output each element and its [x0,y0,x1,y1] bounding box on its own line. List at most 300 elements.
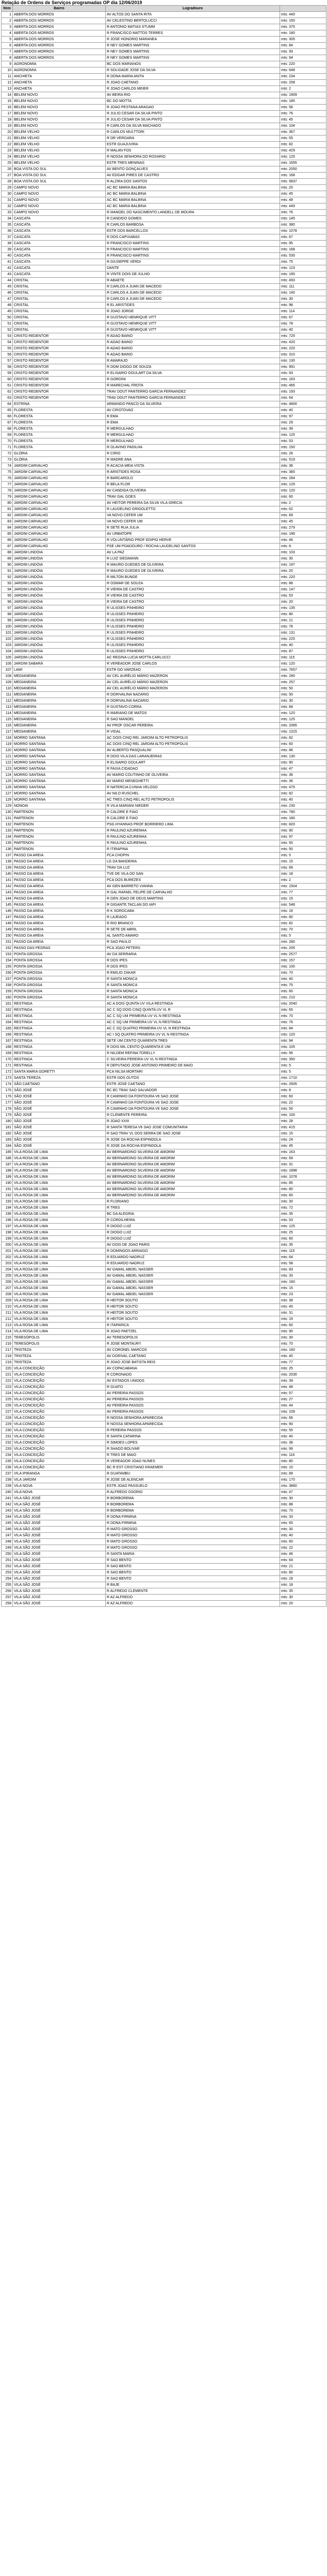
cell-item: 256 [2,1588,13,1595]
cell-item: 158 [2,982,13,989]
cell-logradouro: R ADAO BAINO [106,333,280,340]
cell-bairro: VILA CONCEIÇÃO [13,1409,106,1415]
cell-logradouro: AV EDGAR PIRES DE CASTRO [106,173,280,179]
cell-bairro: CASCATA [13,241,106,247]
cell-item: 237 [2,1471,13,1477]
cell-logradouro: R MALAN FOS [106,148,280,154]
cell-logradouro: R CARLOS A JUAN DE MACEDO [106,290,280,296]
table-row [2,704,326,710]
cell-bairro: VILA JARDIM [13,1477,106,1483]
cell-bairro: MEDIANEIRA [13,723,106,729]
cell-metros: mts: 50 [280,846,326,853]
cell-logradouro: R VILA MARIANI NIEDER [106,803,280,809]
cell-logradouro: R SAO BENTO [106,1570,280,1576]
cell-metros: mts: 36 [280,463,326,469]
cell-logradouro: AV GAMAL ABDEL NASSER [106,1273,280,1279]
cell-metros: mts: 2 [280,877,326,884]
cell-metros: mts: 46 [280,1551,326,1557]
cell-logradouro: AV BERNARDINO SILVEIRA DE AMORIM [106,1193,280,1199]
cell-item: 230 [2,1428,13,1434]
cell-item: 172 [2,1069,13,1075]
cell-item: 244 [2,1514,13,1520]
table-row [2,117,326,123]
cell-logradouro: R VOLUNTÁRIO PROF EDIPIO HERVE [106,537,280,544]
cell-metros: mts: 95 [280,241,326,247]
cell-bairro: VILA SÃO JOSÉ [13,1514,106,1520]
cell-metros: mts: 35 [280,1242,326,1248]
table-row [2,778,326,785]
cell-metros: mts: 234 [280,74,326,80]
cell-metros: mts: 84 [280,704,326,710]
cell-logradouro: R SANTA MONICA [106,989,280,995]
cell-item: 119 [2,741,13,748]
cell-bairro: JARDIM CARVALHO [13,463,106,469]
cell-item: 204 [2,1267,13,1273]
table-row [2,395,326,401]
cell-metros: mts: 40 [280,1304,326,1310]
cell-logradouro: R VIEIRA DE CASTRO [106,587,280,593]
table-row [2,574,326,581]
table-row [2,74,326,80]
cell-item: 142 [2,884,13,890]
cell-metros: mts: 82 [280,921,326,927]
cell-bairro: PONTA GROSSA [13,982,106,989]
cell-item: 20 [2,129,13,135]
table-row [2,1391,326,1397]
cell-bairro: PONTA GROSSA [13,964,106,970]
cell-logradouro: R NEY GOMES MARTINS [106,43,280,49]
cell-metros: mts: 53 [280,593,326,599]
table-row [2,315,326,321]
cell-item: 242 [2,1502,13,1508]
cell-logradouro: R EMILIO ZAKAR [106,970,280,976]
cell-bairro: VILA ROSA DE LIMA [13,1248,106,1255]
table-row [2,1335,326,1341]
table-row [2,1601,326,1607]
cell-logradouro: AV DORIVAL CAETANO [106,1353,280,1360]
cell-metros: mts: 2065 [280,723,326,729]
table-row [2,513,326,519]
cell-item: 92 [2,574,13,581]
cell-bairro: FLORESTA [13,426,106,432]
cell-item: 221 [2,1372,13,1378]
cell-metros: mts: 40 [280,642,326,649]
cell-logradouro: AC DOIS CINQ REL JARDIM ALTO PETROPOLIS [106,735,280,741]
table-row [2,1576,326,1582]
table-row [2,476,326,482]
cell-metros: mts: 45 [280,1143,326,1149]
table-row [2,1180,326,1187]
cell-metros: mts: 2 [280,500,326,506]
table-row [2,1038,326,1044]
cell-logradouro: BC DO MOTTA [106,98,280,105]
cell-bairro: AGRONOMIA [13,67,106,74]
cell-item: 88 [2,550,13,556]
table-row [2,377,326,383]
cell-bairro: CRISTO REDENTOR [13,389,106,395]
cell-item: 170 [2,1057,13,1063]
table-row [2,1236,326,1242]
cell-metros: mts: 94 [280,55,326,61]
cell-logradouro: R CALDRE E FIAO [106,816,280,822]
cell-metros: mts: 111 [280,284,326,290]
cell-logradouro: R MANOEL DO NASCIMENTO LANDELL DE MOURA [106,210,280,216]
table-row [2,1421,326,1428]
cell-metros: mts: 1655 [280,160,326,166]
cell-logradouro: R ULISSES PINHEIRO [106,612,280,618]
cell-bairro: JARDIM CARVALHO [13,544,106,550]
cell-bairro: JARDIM LINDÓIA [13,630,106,636]
cell-bairro: TRISTEZA [13,1360,106,1366]
cell-metros: mts: 33 [280,1514,326,1520]
cell-logradouro: R MADRE ANA [106,457,280,463]
cell-logradouro: R MAURO GUEDES DE OLIVEIRA [106,568,280,574]
cell-bairro: PONTA GROSSA [13,970,106,976]
cell-item: 30 [2,191,13,197]
cell-metros: mts: 64 [280,395,326,401]
cell-metros: mts: 180 [280,30,326,37]
cell-item: 154 [2,958,13,964]
table-row [2,1267,326,1273]
table-row [2,927,326,933]
table-row [2,1595,326,1601]
cell-logradouro: R ULISSES PINHEIRO [106,605,280,612]
cell-item: 254 [2,1576,13,1582]
cell-logradouro: TRAV GAL GOES [106,494,280,500]
table-row [2,166,326,173]
cell-metros: mts: 420 [280,340,326,346]
cell-logradouro: R MATO GROSSO [106,1527,280,1533]
table-row [2,129,326,135]
cell-item: 108 [2,673,13,680]
cell-item: 36 [2,228,13,234]
cell-bairro: CRISTAL [13,302,106,309]
cell-item: 80 [2,500,13,506]
table-row [2,1353,326,1360]
table-row [2,1415,326,1421]
cell-item: 69 [2,432,13,438]
cell-metros: mts: 350 [280,1057,326,1063]
cell-metros: mts: 60 [280,1193,326,1199]
cell-bairro: RESTINGA [13,1050,106,1057]
cell-logradouro: R PEREIRA PASSOS [106,1428,280,1434]
cell-metros: mts: 1078 [280,1174,326,1180]
table-row [2,1397,326,1403]
table-row [2,105,326,111]
cell-bairro: PARTENON [13,809,106,816]
cell-metros: mts: 70 [280,1013,326,1020]
cell-metros: mts: 15 [280,1285,326,1292]
cell-item: 24 [2,154,13,160]
cell-item: 48 [2,302,13,309]
cell-bairro: VILA CONCEIÇÃO [13,1372,106,1378]
table-row [2,210,326,216]
cell-metros: mts: 26 [280,451,326,457]
cell-metros: mts: 290 [280,673,326,680]
cell-bairro: CAMPO NOVO [13,197,106,204]
cell-bairro: BELEM VELHO [13,160,106,166]
table-row [2,760,326,766]
cell-metros: mts: 449 [280,204,326,210]
cell-logradouro: R JOAO PESTANA ARAGAO [106,105,280,111]
cell-bairro: SÃO JOSÉ [13,1143,106,1149]
cell-metros: mts: 725 [280,333,326,340]
cell-bairro: ABERTA DOS MORROS [13,30,106,37]
cell-bairro: MEDIANEIRA [13,692,106,698]
cell-logradouro: R CAMINHO DA FONTOURA V6 SAO JOSE [106,1100,280,1106]
table-row [2,30,326,37]
cell-metros: mts: 39 [280,426,326,432]
cell-item: 130 [2,809,13,816]
cell-logradouro: R ARISTIDES ROSA [106,469,280,476]
cell-metros: mts: 168 [280,247,326,253]
cell-logradouro: R RIO BRANCO [106,921,280,927]
cell-metros: mts: 415 [280,1125,326,1131]
cell-logradouro: R SANTA MONICA [106,995,280,1001]
cell-logradouro: R HEITOR SOUTO [106,1298,280,1304]
table-row [2,649,326,655]
cell-bairro: FLORESTA [13,414,106,420]
table-row [2,383,326,389]
cell-logradouro: R CAMINHO DA FONTOURA V6 SAO JOSE [106,1094,280,1100]
cell-bairro: PASSO DA AREIA [13,927,106,933]
cell-metros: mts: 1909 [280,92,326,98]
cell-bairro: SÃO JOSÉ [13,1088,106,1094]
cell-bairro: FLORESTA [13,408,106,414]
cell-bairro: JARDIM CARVALHO [13,494,106,500]
cell-metros: mts: 168 [280,173,326,179]
table-row [2,1100,326,1106]
cell-item: 40 [2,253,13,259]
cell-metros: mts: 20 [280,1601,326,1607]
cell-logradouro: R CARLOS DA SILVA MACHADO [106,123,280,129]
table-row [2,735,326,741]
table-row [2,599,326,605]
cell-metros: mts: 114 [280,309,326,315]
table-row [2,1384,326,1391]
cell-item: 218 [2,1353,13,1360]
cell-metros: mts: 279 [280,525,326,531]
table-row [2,945,326,952]
cell-item: 66 [2,414,13,420]
cell-bairro: MORRO SANTANA [13,766,106,772]
table-row [2,1088,326,1094]
table-row [2,408,326,414]
table-row [2,587,326,593]
cell-metros: mts: 21 [280,618,326,624]
cell-bairro: VILA NOVA [13,1489,106,1496]
cell-metros: mts: 180 [280,816,326,822]
cell-logradouro: AV CORONEL MARCOS [106,1347,280,1353]
cell-metros: mts: 440 [280,12,326,18]
cell-item: 112 [2,698,13,704]
table-row [2,581,326,587]
cell-bairro: MEDIANEIRA [13,680,106,686]
cell-item: 137 [2,853,13,859]
cell-logradouro: R JOSE DA ROCHA ESPINDOLA [106,1137,280,1143]
cell-metros: mts: 53 [280,1217,326,1224]
cell-item: 188 [2,1168,13,1174]
table-row [2,1007,326,1013]
table-row [2,1360,326,1366]
cell-logradouro: R NATERCIA CUNHA VELOSO [106,785,280,791]
cell-logradouro: R CARLOS A JUAN DE MACEDO [106,296,280,302]
cell-metros: mts: 100 [280,964,326,970]
cell-bairro: JARDIM LINDÓIA [13,550,106,556]
cell-item: 73 [2,457,13,463]
cell-logradouro: R VIDAL [106,729,280,735]
cell-bairro: VILA ROSA DE LIMA [13,1267,106,1273]
cell-logradouro: R ALZIRA DOS SANTOS [106,179,280,185]
cell-metros: mts: 5 [280,1069,326,1075]
cell-item: 146 [2,908,13,914]
cell-item: 253 [2,1570,13,1576]
cell-bairro: BOA VISTA DO SUL [13,166,106,173]
table-row [2,698,326,704]
service-orders-table [1,5,326,1607]
cell-bairro: VILA CONCEIÇÃO [13,1415,106,1421]
cell-logradouro: R JOAO CARLOS MEIER [106,86,280,92]
cell-item: 116 [2,723,13,729]
cell-metros: mts: 35 [280,1211,326,1217]
cell-logradouro: AV CEL AURÉLIO MÁRIO MAZERON [106,673,280,680]
table-row [2,1372,326,1378]
cell-bairro: RESTINGA [13,1057,106,1063]
cell-logradouro: R DR VERGARA [106,135,280,142]
cell-bairro: CRISTO REDENTOR [13,333,106,340]
cell-logradouro: R GORDINI [106,377,280,383]
cell-logradouro: PCA DOS BUREZES [106,877,280,884]
table-row [2,1230,326,1236]
cell-item: 14 [2,92,13,98]
cell-item: 145 [2,902,13,908]
cell-bairro: JARDIM CARVALHO [13,482,106,488]
cell-metros: mts: 62 [280,506,326,513]
cell-metros: mts: 193 [280,389,326,395]
cell-bairro: RESTINGA [13,1063,106,1069]
table-row [2,605,326,612]
cell-bairro: TRISTEZA [13,1347,106,1353]
cell-item: 190 [2,1180,13,1187]
table-header-row [2,6,326,12]
cell-bairro: JARDIM LINDÓIA [13,574,106,581]
cell-bairro: CASCATA [13,259,106,265]
cell-metros: mts: 45 [280,191,326,197]
cell-logradouro: R DONA FIRMINA [106,1520,280,1527]
table-row [2,982,326,989]
cell-metros: mts: 77 [280,1360,326,1366]
cell-item: 72 [2,451,13,457]
cell-metros: mts: 76 [280,111,326,117]
cell-metros: mts: 280 [280,939,326,945]
cell-metros: mts: 77 [280,890,326,896]
cell-metros: mts: 147 [280,587,326,593]
cell-metros: mts: 60 [280,1323,326,1329]
cell-metros: mts: 93 [280,370,326,377]
cell-bairro: CRISTO REDENTOR [13,395,106,401]
cell-item: 59 [2,370,13,377]
table-row [2,655,326,661]
cell-metros: mts: 65 [280,1007,326,1013]
cell-item: 58 [2,364,13,370]
cell-logradouro: BC DA ALEGRIA [106,1211,280,1217]
cell-bairro: CAMPO NOVO [13,210,106,216]
cell-bairro: PONTA GROSSA [13,952,106,958]
cell-item: 61 [2,383,13,389]
cell-bairro: BELEM NOVO [13,117,106,123]
table-row [2,61,326,67]
cell-item: 46 [2,290,13,296]
cell-bairro: SÃO JOSÉ [13,1094,106,1100]
cell-bairro: PARTENON [13,846,106,853]
cell-logradouro: R SETE DE ABRIL [106,927,280,933]
cell-item: 87 [2,544,13,550]
cell-metros: mts: 90 [280,1421,326,1428]
cell-logradouro: ESTR DO VARZEAO [106,667,280,673]
cell-item: 134 [2,834,13,840]
cell-bairro: RESTINGA [13,1044,106,1050]
cell-item: 185 [2,1149,13,1156]
cell-metros: mts: 15 [280,1131,326,1137]
cell-bairro: ABERTA DOS MORROS [13,49,106,55]
cell-logradouro: R GUATAMBU [106,1471,280,1477]
cell-metros: mts: 225 [280,636,326,642]
cell-metros: mts: 190 [280,272,326,278]
cell-item: 144 [2,896,13,902]
cell-item: 96 [2,599,13,605]
cell-bairro: PONTA GROSSA [13,958,106,964]
cell-item: 233 [2,1446,13,1452]
cell-logradouro: R JOSE DA ROCHA ESPINDOLA [106,1143,280,1149]
table-row [2,958,326,964]
table-row [2,680,326,686]
cell-item: 159 [2,989,13,995]
cell-metros: mts: 115 [280,1248,326,1255]
table-row [2,964,326,970]
cell-bairro: JARDIM CARVALHO [13,488,106,494]
cell-logradouro: AV ALTOS DO SANTA RITA [106,12,280,18]
cell-logradouro: ESTR JOSE CAETANO [106,1081,280,1088]
cell-item: 79 [2,494,13,500]
cell-logradouro: AV BERNARDINO SILVEIRA DE AMORIM [106,1168,280,1174]
cell-bairro: VILA ROSA DE LIMA [13,1217,106,1224]
table-row [2,834,326,840]
cell-metros: mts: 130 [280,754,326,760]
cell-bairro: VILA SÃO JOSÉ [13,1545,106,1551]
cell-logradouro: AV BEIRA RIO [106,92,280,98]
cell-metros: mts: 991 [280,364,326,370]
cell-item: 18 [2,117,13,123]
cell-bairro: RESTINGA [13,1038,106,1044]
table-row [2,1452,326,1459]
cell-metros: mts: 60 [280,741,326,748]
cell-metros: mts: 25 [280,1230,326,1236]
table-row [2,1304,326,1310]
cell-logradouro: TRAV DA LUZ [106,865,280,871]
cell-metros: mts: 4800 [280,401,326,408]
table-row [2,970,326,976]
cell-logradouro: AV PEREIRA PASSOS [106,1391,280,1397]
cell-bairro: BELEM NOVO [13,111,106,117]
cell-item: 76 [2,476,13,482]
cell-bairro: JARDIM LINDÓIA [13,612,106,618]
cell-item: 23 [2,148,13,154]
cell-item: 219 [2,1360,13,1366]
cell-metros: mts: 19 [280,1316,326,1323]
cell-item: 205 [2,1273,13,1279]
cell-bairro: JARDIM LINDÓIA [13,556,106,562]
cell-bairro: VILA CONCEIÇÃO [13,1366,106,1372]
